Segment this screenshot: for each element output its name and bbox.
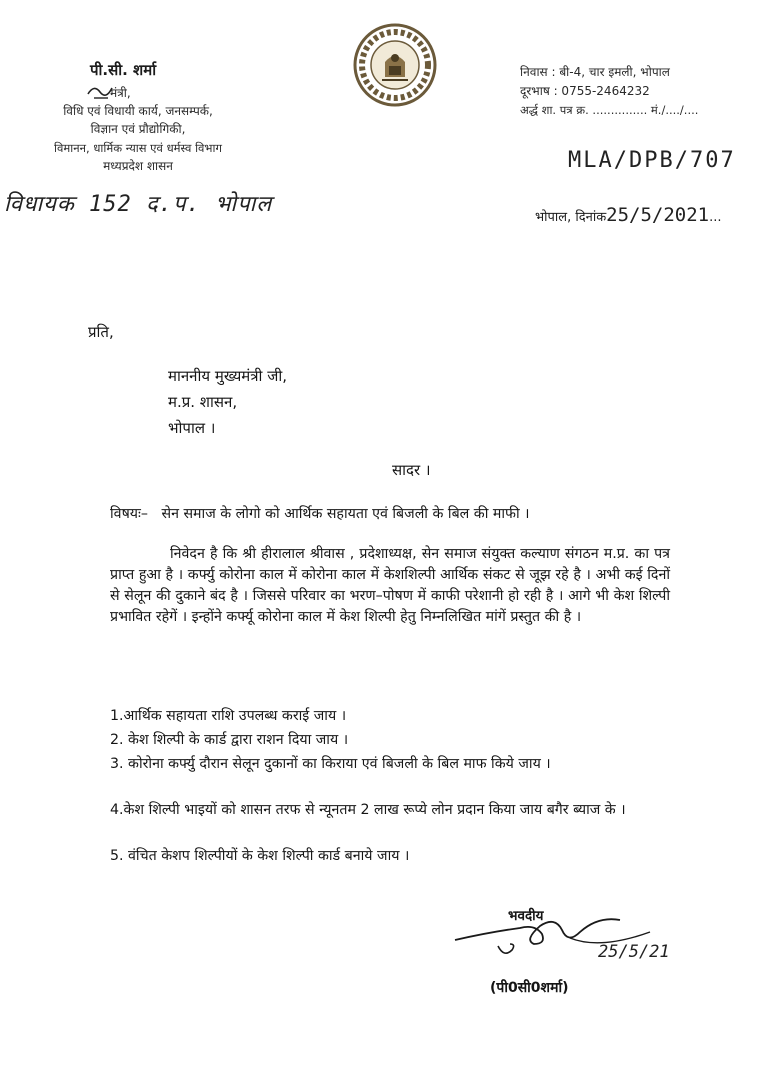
- date-line: [535, 204, 722, 226]
- handwritten-date: 25/5/2021: [606, 204, 710, 226]
- state-emblem-icon: [352, 22, 438, 108]
- subject: [110, 504, 670, 523]
- subject-text: सेन समाज के लोगो को आर्थिक सहायता एवं बिजली के बिल की माफी ।: [161, 506, 530, 522]
- demand-item-4: 4.केश शिल्पी भाइयों को शासन तरफ से न्यूनतम 2 लाख रूप्ये लोन प्रदान किया जाय बगैर ब्याज के ।: [110, 802, 626, 818]
- department-line-2: विज्ञान एवं प्रौद्योगिकी,: [90, 122, 186, 136]
- handwritten-constituency: विधायक 152 द.प. भोपाल: [4, 192, 273, 217]
- phone-number: दूरभाष : 0755-2464232: [520, 84, 650, 98]
- signature-date: 25/5/21: [598, 942, 670, 962]
- signatory-name: (पी0सी0शर्मा): [490, 980, 569, 996]
- closing: भवदीय: [508, 908, 544, 924]
- minister-name: पी.सी. शर्मा: [90, 61, 157, 79]
- recipient-line-3: भोपाल ।: [168, 419, 216, 437]
- department-line-3: विमानन, धार्मिक न्यास एवं धर्मस्व विभाग: [54, 141, 222, 155]
- demand-item-2: 2. केश शिल्पी के कार्ड द्वारा राशन दिया जाय ।: [110, 732, 349, 748]
- demand-item-5: 5. वंचित केशप शिल्पीयों के केश शिल्पी कार्ड बनाये जाय ।: [110, 848, 410, 864]
- recipient-line-1: माननीय मुख्यमंत्री जी,: [168, 367, 287, 385]
- recipient-line-2: म.प्र. शासन,: [168, 393, 238, 411]
- salutation: सादर ।: [392, 461, 431, 479]
- state-government: मध्यप्रदेश शासन: [103, 159, 173, 173]
- department-line-1: विधि एवं विधायी कार्य, जनसम्पर्क,: [63, 104, 213, 118]
- date-label: भोपाल, दिनांक: [535, 210, 607, 225]
- reference-number-label: अर्द्ध शा. पत्र क्र. ............... मं./..../....: [520, 103, 699, 117]
- subject-label: विषयः–: [110, 506, 148, 522]
- to-label: प्रति,: [88, 323, 114, 341]
- designation: मंत्री,: [110, 86, 131, 100]
- demand-item-3: 3. कोरोना कर्फ्यु दौरान सेलून दुकानों का किराया एवं बिजली के बिल माफ किये जाय ।: [110, 756, 551, 772]
- handwritten-reference: MLA/DPB/707: [568, 148, 736, 173]
- body-paragraph: निवेदन है कि श्री हीरालाल श्रीवास , प्रदेशाध्यक्ष, सेन समाज संयुक्त कल्याण संगठन म.प्र. का पत्र प्राप्त हुआ है । कर्फ्यु कोरोना काल में कोरोना काल में केशशिल्पी आर्थिक संकट से जूझ रहे है । अभी कई दिनों से सेलून की दुकाने बंद है । जिससे परिवार का भरण–पोषण में काफी परेशानी हो रही है । आगे भी केश शिल्पी प्रभावित रहेगें । इन्होंने कर्फ्यू कोरोना काल में केश शिल्पी हेतु निम्नलिखित मांगें प्रस्तुत की है ।: [110, 546, 670, 625]
- date-trail: ...: [709, 210, 722, 225]
- residence-address: निवास : बी-4, चार इमली, भोपाल: [520, 65, 670, 79]
- demand-item-1: 1.आर्थिक सहायता राशि उपलब्ध कराई जाय ।: [110, 708, 347, 724]
